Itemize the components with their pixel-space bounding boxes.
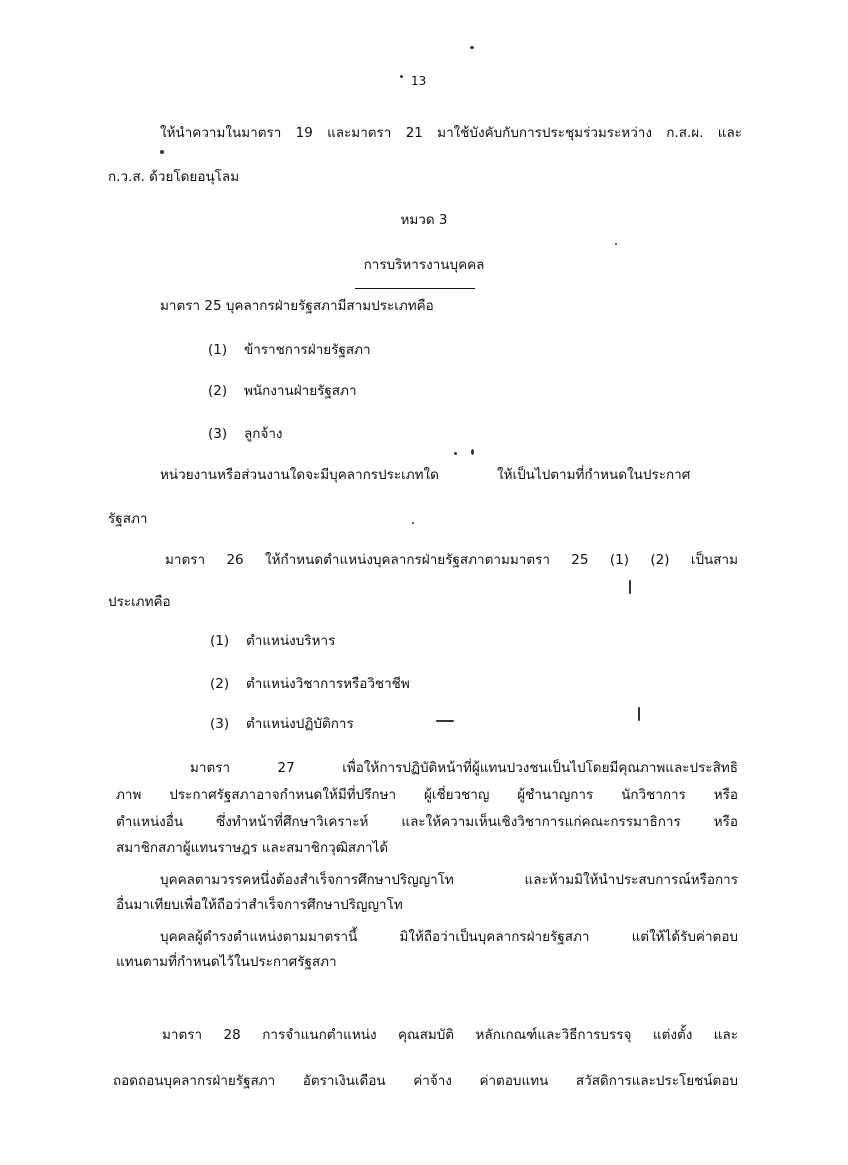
scan-mark <box>470 46 474 49</box>
section-26-continuation: ประเภทคือ <box>108 594 171 610</box>
s25-item-2-number: (2) <box>208 383 228 399</box>
s25-paragraph-continuation: รัฐสภา <box>108 511 148 527</box>
scan-mark <box>454 452 457 455</box>
scan-mark <box>436 720 454 722</box>
chapter-underline <box>355 288 475 289</box>
s25-item-1-number: (1) <box>208 342 228 358</box>
s26-item-1-number: (1) <box>210 633 230 649</box>
section-26-heading: มาตรา 26 ให้กำหนดตำแหน่งบุคลากรฝ่ายรัฐสภาตามมาตรา 25 (1) (2) เป็นสาม <box>165 552 738 568</box>
section-27-line-8: แทนตามที่กำหนดไว้ในประกาศรัฐสภา <box>116 954 337 970</box>
section-28-line-1: มาตรา 28 การจำแนกตำแหน่ง คุณสมบัติ หลักเกณฑ์และวิธีการบรรจุ แต่งตั้ง และ <box>162 1027 738 1043</box>
s25-item-2-text: พนักงานฝ่ายรัฐสภา <box>244 383 357 399</box>
paragraph-line-2: ก.ว.ส. ด้วยโดยอนุโลม <box>108 169 240 185</box>
section-27-line-7: บุคคลผู้ดำรงตำแหน่งตามมาตรานี้ มิให้ถือว่าเป็นบุคลากรฝ่ายรัฐสภา แต่ให้ได้รับค่าตอบ <box>160 929 738 945</box>
s25-paragraph-part-a: หน่วยงานหรือส่วนงานใดจะมีบุคลากรประเภทใด <box>160 467 439 483</box>
scan-mark <box>160 150 164 154</box>
s26-item-1-text: ตำแหน่งบริหาร <box>246 633 336 649</box>
scan-mark <box>400 75 403 78</box>
s25-item-3-number: (3) <box>208 426 228 442</box>
page-number: 13 <box>411 74 427 88</box>
s25-item-1-text: ข้าราชการฝ่ายรัฐสภา <box>244 342 371 358</box>
chapter-title: หมวด 3 <box>400 212 448 228</box>
scan-mark <box>615 243 617 245</box>
section-27-line-3: ตำแหน่งอื่น ซึ่งทำหน้าที่ศึกษาวิเคราะห์ และให้ความเห็นเชิงวิชาการแก่คณะกรรมาธิการ หรือ <box>116 814 738 830</box>
s25-paragraph-part-b: ให้เป็นไปตามที่กำหนดในประกาศ <box>497 467 691 483</box>
s25-item-3-text: ลูกจ้าง <box>244 426 283 442</box>
scan-mark <box>471 449 474 455</box>
section-27-line-5: บุคคลตามวรรคหนึ่งต้องสำเร็จการศึกษาปริญญาโท และห้ามมิให้นำประสบการณ์หรือการ <box>160 872 738 888</box>
section-27-line-6: อื่นมาเทียบเพื่อให้ถือว่าสำเร็จการศึกษาปริญญาโท <box>116 897 403 913</box>
section-28-line-2: ถอดถอนบุคลากรฝ่ายรัฐสภา อัตราเงินเดือน ค่าจ้าง ค่าตอบแทน สวัสดิการและประโยชน์ตอบ <box>113 1073 738 1089</box>
section-27-line-2: ภาพ ประกาศรัฐสภาอาจกำหนดให้มีที่ปรึกษา ผู้เชี่ยวชาญ ผู้ชำนาญการ นักวิชาการ หรือ <box>116 787 738 803</box>
scan-mark <box>638 707 640 721</box>
chapter-subtitle: การบริหารงานบุคคล <box>363 257 485 273</box>
section-25-heading: มาตรา 25 บุคลากรฝ่ายรัฐสภามีสามประเภทคือ <box>160 298 434 314</box>
section-27-line-4: สมาชิกสภาผู้แทนราษฎร และสมาชิกวุฒิสภาได้ <box>116 840 389 856</box>
scan-mark <box>629 580 631 594</box>
section-27-line-1: มาตรา 27 เพื่อให้การปฏิบัติหน้าที่ผู้แทนปวงชนเป็นไปโดยมีคุณภาพและประสิทธิ <box>190 760 738 776</box>
s26-item-3-number: (3) <box>210 716 230 732</box>
s26-item-2-number: (2) <box>210 676 230 692</box>
s26-item-2-text: ตำแหน่งวิชาการหรือวิชาชีพ <box>246 676 410 692</box>
paragraph-line-1: ให้นำความในมาตรา 19 และมาตรา 21 มาใช้บังคับกับการประชุมร่วมระหว่าง ก.ส.ผ. และ <box>160 125 742 141</box>
scan-mark <box>412 522 414 524</box>
s26-item-3-text: ตำแหน่งปฏิบัติการ <box>246 716 354 732</box>
